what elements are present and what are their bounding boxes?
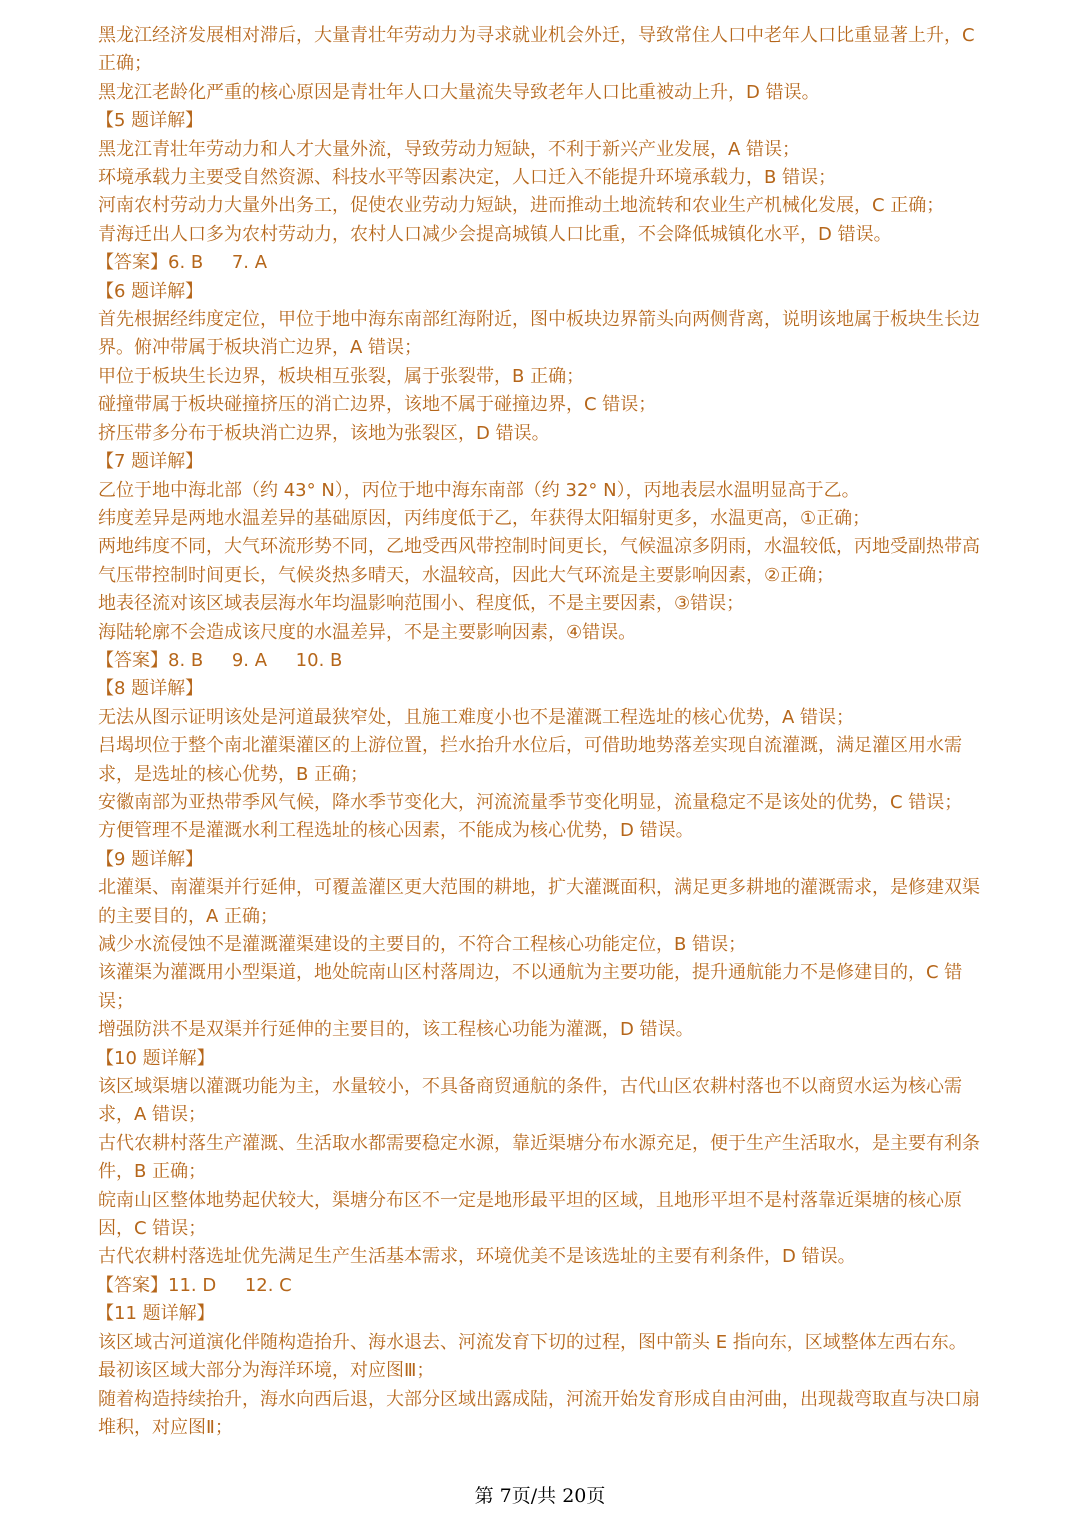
explanation-paragraph: 河南农村劳动力大量外出务工，促使农业劳动力短缺，进而推动土地流转和农业生产机械化发展，C 正确； [98, 195, 945, 217]
explanation-paragraph: 环境承载力主要受自然资源、科技水平等因素决定，人口迁入不能提升环境承载力，B 错误； [98, 167, 837, 189]
explanation-paragraph: 增强防洪不是双渠并行延伸的主要目的，该工程核心功能为灌溉，D 错误。 [98, 1019, 694, 1041]
explanation-paragraph: 黑龙江青壮年劳动力和人才大量外流，导致劳动力短缺，不利于新兴产业发展，A 错误； [98, 138, 801, 160]
explanation-paragraph: 黑龙江老龄化严重的核心原因是青壮年人口大量流失导致老年人口比重被动上升，D 错误。 [98, 81, 820, 103]
explanation-paragraph: 首先根据经纬度定位，甲位于地中海东南部红海附近，图中板块边界箭头向两侧背离，说明该地属于板块生长边界。俯冲带属于板块消亡边界，A 错误； [98, 309, 980, 359]
explanation-paragraph: 古代农耕村落生产灌溉、生活取水都需要稳定水源，靠近渠塘分布水源充足，便于生产生活取水，是主要有利条件，B 正确； [98, 1132, 980, 1183]
section-heading: 【7 题详解】 [96, 451, 204, 473]
section-heading: 【6 题详解】 [96, 280, 204, 302]
explanation-paragraph: 最初该区域大部分为海洋环境，对应图Ⅲ； [98, 1360, 435, 1382]
explanation-paragraph: 无法从图示证明该处是河道最狭窄处，且施工难度小也不是灌溉工程选址的核心优势，A 错误； [98, 706, 855, 728]
explanation-paragraph: 碰撞带属于板块碰撞挤压的消亡边界，该地不属于碰撞边界，C 错误； [98, 394, 657, 416]
explanation-paragraph: 该区域古河道演化伴随构造抬升、海水退去、河流发育下切的过程，图中箭头 E 指向东，区域整体左西右东。 [98, 1331, 967, 1353]
explanation-paragraph: 安徽南部为亚热带季风气候，降水季节变化大，河流流量季节变化明显，流量稳定不是该处的优势，C 错误； [98, 791, 963, 813]
explanation-paragraph: 北灌渠、南灌渠并行延伸，可覆盖灌区更大范围的耕地，扩大灌溉面积，满足更多耕地的灌溉需求，是修建双渠的主要目的，A 正确； [98, 877, 980, 927]
section-heading: 【10 题详解】 [96, 1047, 215, 1069]
explanation-paragraph: 古代农耕村落选址优先满足生产生活基本需求，环境优美不是该选址的主要有利条件，D 错误。 [98, 1246, 856, 1268]
explanation-paragraph: 方便管理不是灌溉水利工程选址的核心因素，不能成为核心优势，D 错误。 [98, 820, 694, 842]
explanation-paragraph: 随着构造持续抬升，海水向西后退，大部分区域出露成陆，河流开始发育形成自由河曲，出现裁弯取直与决口扇堆积，对应图Ⅱ； [98, 1388, 980, 1438]
answer-explanation-body [98, 22, 984, 1442]
section-heading: 【11 题详解】 [96, 1303, 215, 1325]
explanation-paragraph: 该灌渠为灌溉用小型渠道，地处皖南山区村落周边，不以通航为主要功能，提升通航能力不是修建目的，C 错误； [98, 962, 963, 1012]
explanation-paragraph: 吕堨坝位于整个南北灌渠灌区的上游位置，拦水抬升水位后，可借助地势落差实现自流灌溉，满足灌区用水需求，是选址的核心优势，B 正确； [98, 735, 962, 785]
explanation-paragraph: 青海迁出人口多为农村劳动力，农村人口减少会提高城镇人口比重，不会降低城镇化水平，D 错误。 [98, 223, 892, 245]
explanation-paragraph: 海陆轮廓不会造成该尺度的水温差异，不是主要影响因素，④错误。 [98, 621, 637, 643]
explanation-paragraph: 地表径流对该区域表层海水年均温影响范围小、程度低，不是主要因素，③错误； [98, 593, 745, 615]
explanation-paragraph: 挤压带多分布于板块消亡边界，该地为张裂区，D 错误。 [98, 422, 550, 444]
section-heading: 【5 题详解】 [96, 110, 204, 132]
explanation-paragraph: 减少水流侵蚀不是灌溉灌渠建设的主要目的，不符合工程核心功能定位，B 错误； [98, 934, 747, 955]
explanation-paragraph: 两地纬度不同，大气环流形势不同，乙地受西风带控制时间更长，气候温凉多阴雨，水温较低，丙地受副热带高气压带控制时间更长，气候炎热多晴天，水温较高，因此大气环流是主要影响因素，②正确； [98, 536, 980, 586]
explanation-paragraph: 该区域渠塘以灌溉功能为主，水量较小，不具备商贸通航的条件，古代山区农耕村落也不以商贸水运为核心需求，A 错误； [98, 1076, 962, 1126]
explanation-paragraph: 黑龙江经济发展相对滞后，大量青壮年劳动力为寻求就业机会外迁，导致常住人口中老年人口比重显著上升，C 正确； [98, 25, 981, 75]
section-heading: 【答案】8. B 9. A 10. B [96, 649, 343, 671]
section-heading: 【答案】11. D 12. C [96, 1274, 292, 1296]
explanation-paragraph: 甲位于板块生长边界，板块相互张裂，属于张裂带，B 正确； [98, 365, 585, 387]
explanation-paragraph: 纬度差异是两地水温差异的基础原因，丙纬度低于乙，年获得太阳辐射更多，水温更高，①正确； [98, 507, 871, 529]
explanation-paragraph: 皖南山区整体地势起伏较大，渠塘分布区不一定是地形最平坦的区域，且地形平坦不是村落靠近渠塘的核心原因，C 错误； [98, 1189, 962, 1240]
section-heading: 【9 题详解】 [96, 848, 204, 870]
page-number-footer: 第 7页/共 20页 [474, 1485, 606, 1507]
section-heading: 【答案】6. B 7. A [96, 252, 268, 274]
section-heading: 【8 题详解】 [96, 678, 204, 700]
explanation-paragraph: 乙位于地中海北部（约 43° N），丙位于地中海东南部（约 32° N），丙地表层水温明显高于乙。 [98, 479, 860, 501]
